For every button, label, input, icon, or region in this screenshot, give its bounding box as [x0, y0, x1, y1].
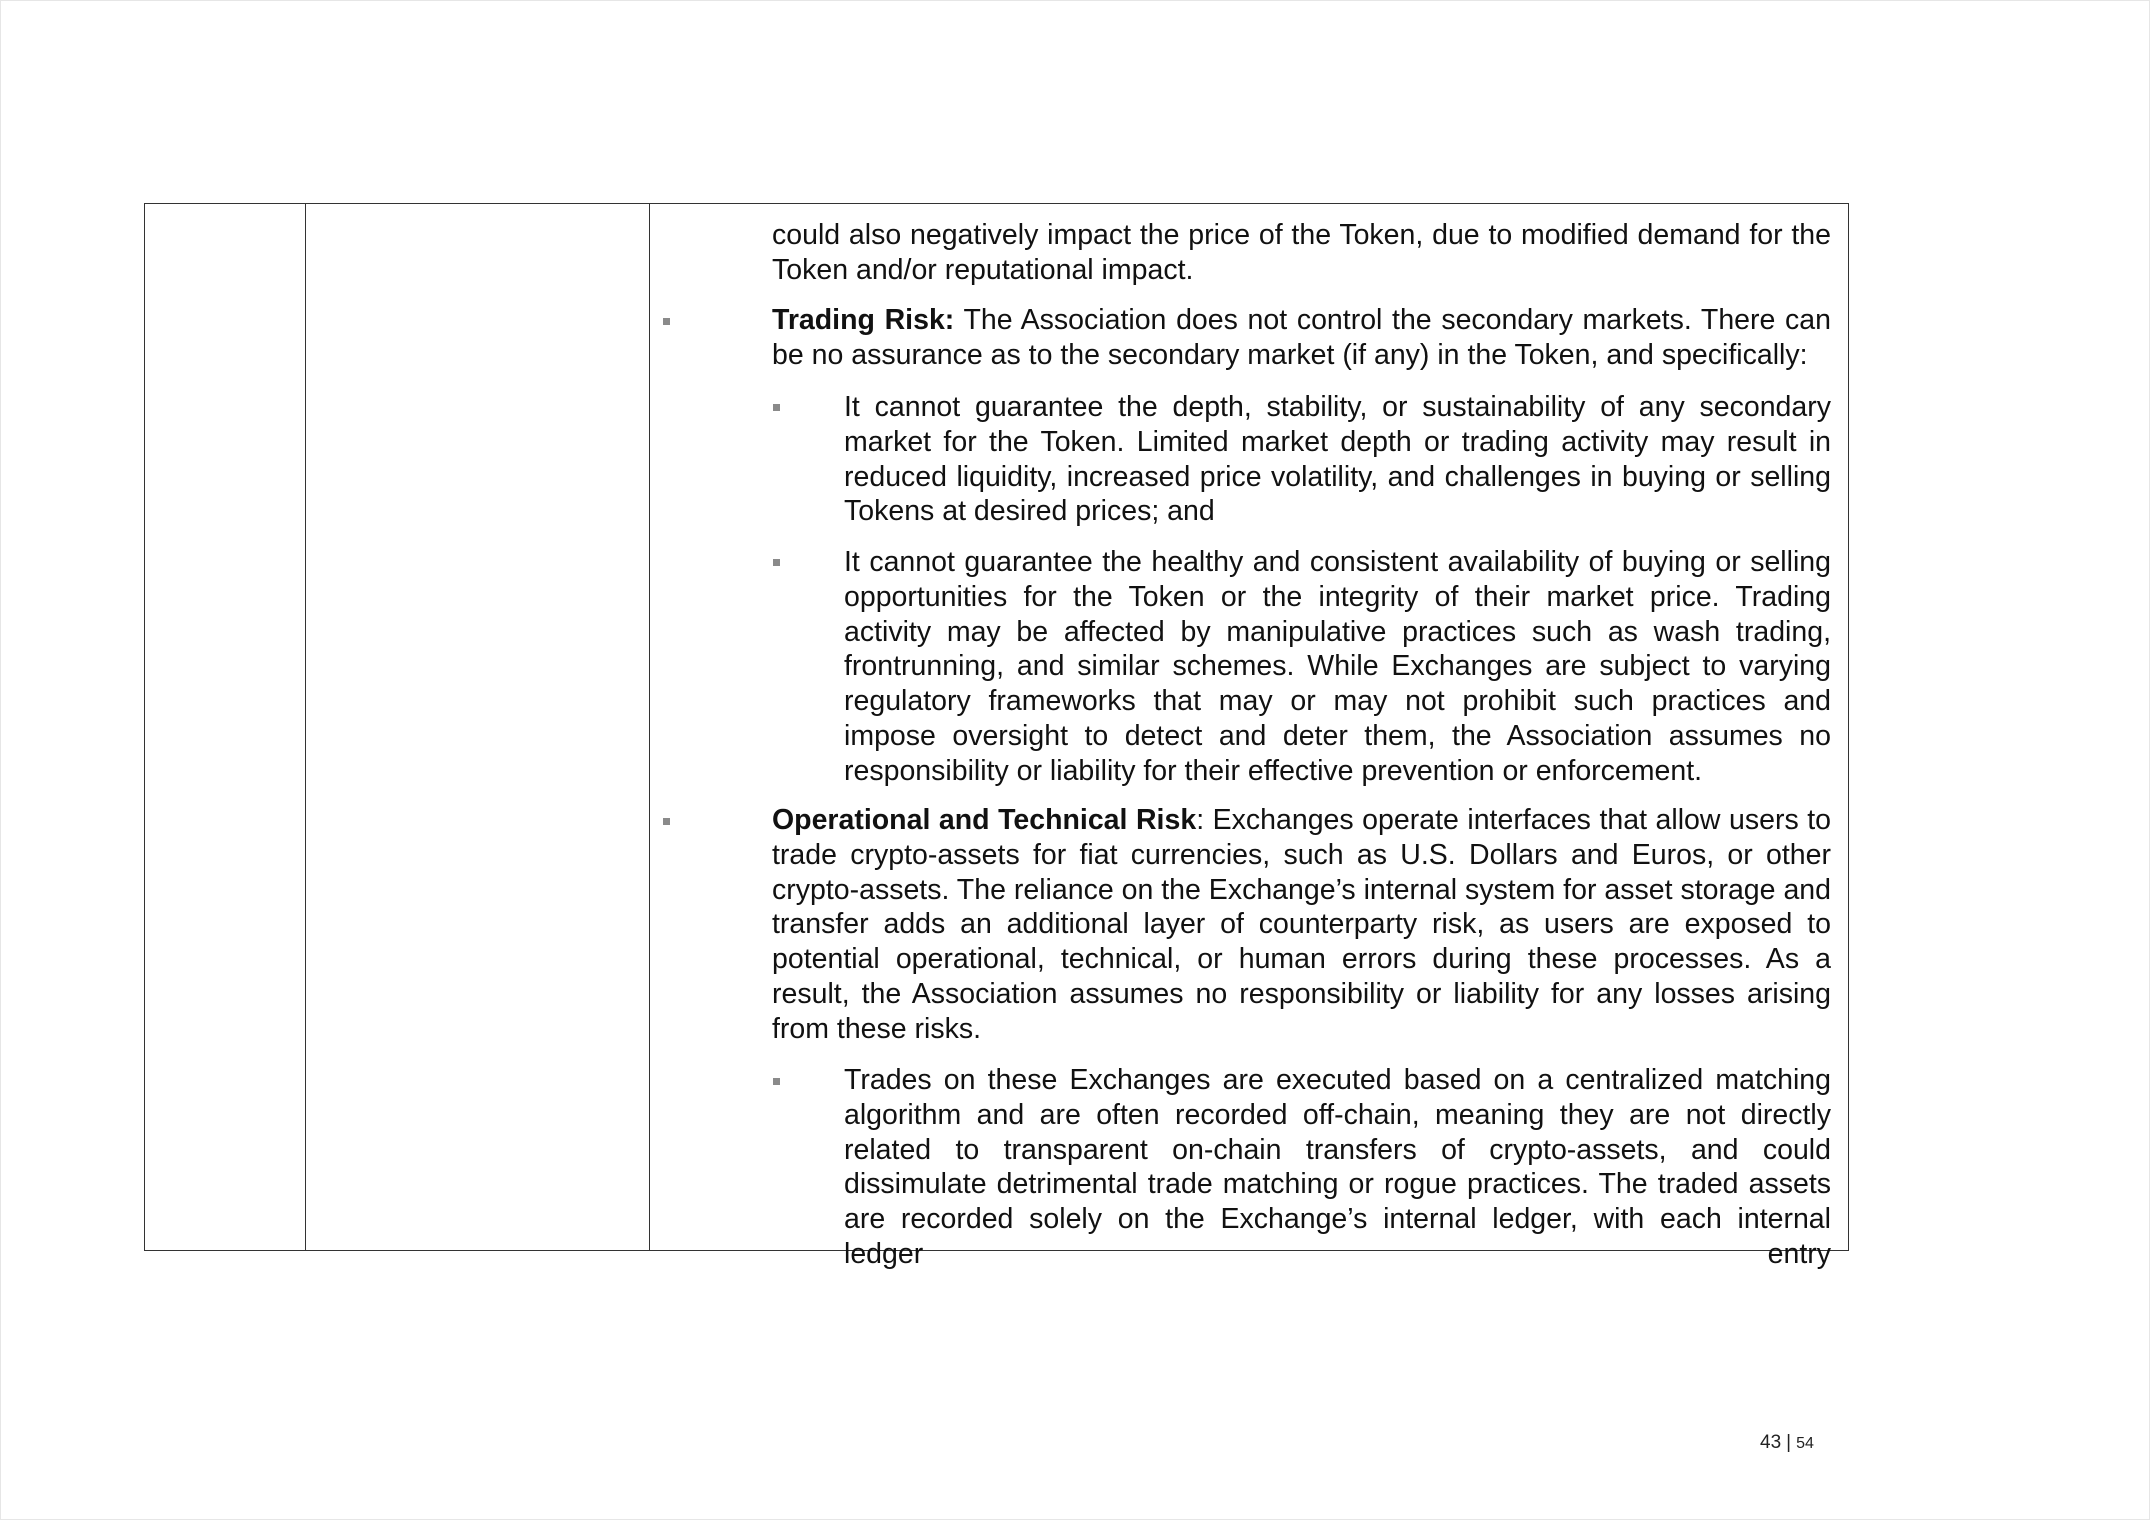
trading-risk-text: The Association does not control the secondary markets. There can be no assurance as to the secondary market (if any) in the Token, and specifically: [772, 304, 1831, 371]
square-bullet-icon [663, 818, 670, 825]
paragraph-trading-risk [772, 303, 1831, 373]
paragraph-operational-risk [772, 803, 1831, 1047]
page-current: 43 [1760, 1432, 1782, 1453]
square-bullet-icon [773, 559, 780, 566]
trading-risk-subitem-2: It cannot guarantee the healthy and consistent availability of buying or selling opportunities for the Token or the integrity of their market price. Trading activity may be affected by manipulative practices such as wash trading, frontrunning, and similar schemes. While Exchanges are subject to varying regulatory frameworks that may or may not prohibit such practices and impose oversight to detect and deter them, the Association assumes no responsibility or liability for their effective prevention or enforcement. [844, 546, 1831, 787]
page-separator: | [1786, 1432, 1792, 1453]
operational-risk-heading: Operational and Technical Risk [772, 804, 1197, 836]
operational-risk-subitem-1: Trades on these Exchanges are executed based on a centralized matching algorithm and are often recorded off-chain, meaning they are not directly related to transparent on-chain transfers of crypto-assets, and could dissimulate detrimental trade matching or rogue practices. The traded assets are recorded solely on the Exchange’s internal ledger, with each internal ledger entry [844, 1064, 1831, 1270]
trading-risk-heading: Trading Risk: [772, 304, 955, 336]
trading-risk-subitem-1: It cannot guarantee the depth, stability, or sustainability of any secondary market for the Token. Limited market depth or trading activity may result in reduced liquidity, increased price volatility, and challenges in buying or selling Tokens at desired prices; and [844, 391, 1831, 528]
page-total: 54 [1796, 1435, 1814, 1452]
page-number [1760, 1432, 1814, 1454]
square-bullet-icon [773, 404, 780, 411]
square-bullet-icon [773, 1078, 780, 1085]
square-bullet-icon [663, 318, 670, 325]
paragraph-continuation: could also negatively impact the price of the Token, due to modified demand for the Token and/or reputational impact. [772, 219, 1831, 286]
operational-risk-text: : Exchanges operate interfaces that allow users to trade crypto-assets for fiat currencies, such as U.S. Dollars and Euros, or other crypto-assets. The reliance on the Exchange’s internal system for asset storage and transfer adds an additional layer of counterparty risk, as users are exposed to potential operational, technical, or human errors during these processes. As a result, the Association assumes no responsibility or liability for any losses arising from these risks. [772, 804, 1831, 1045]
